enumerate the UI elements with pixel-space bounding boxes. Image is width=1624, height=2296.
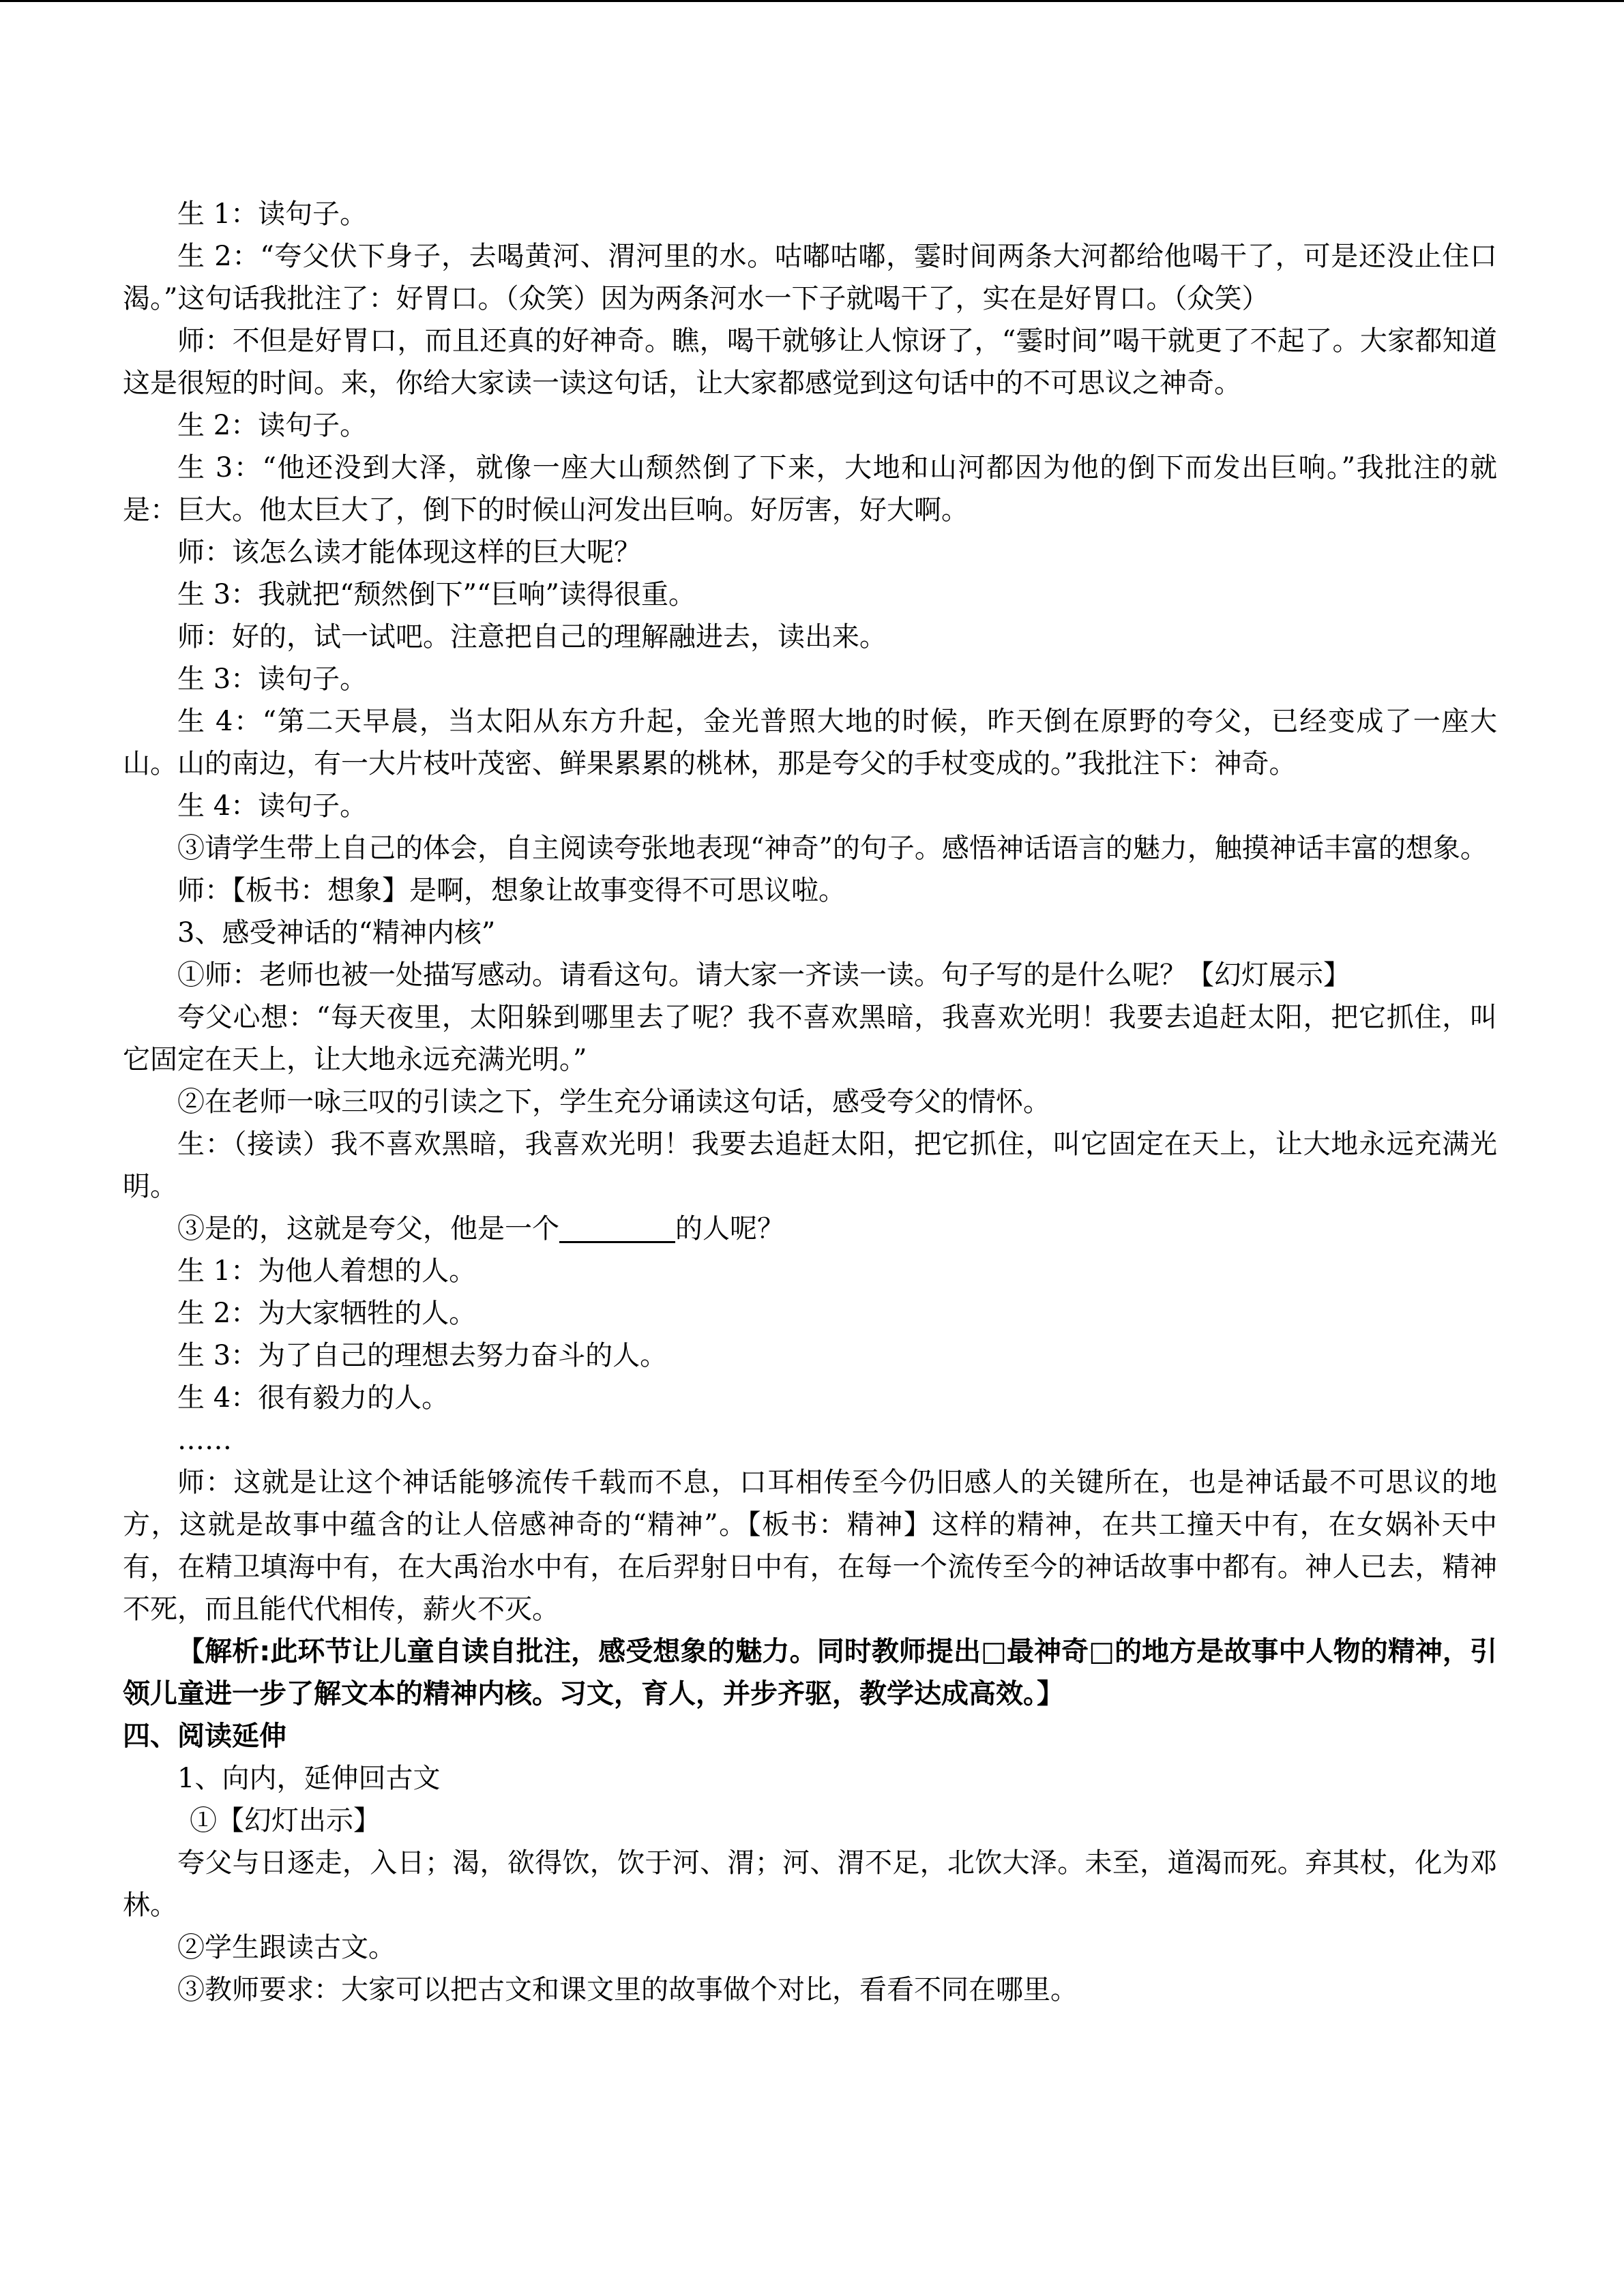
paragraph: 生 4：很有毅力的人。 xyxy=(177,1382,449,1414)
paragraph: 生：（接读）我不喜欢黑暗，我喜欢光明！我要去追赶太阳，把它抓住，叫它固定在天上，让大地永远充满光明。 xyxy=(123,1129,1497,1202)
subsection-heading: 3、感受神话的“精神内核” xyxy=(177,917,496,949)
paragraph: ③教师要求：大家可以把古文和课文里的故事做个对比，看看不同在哪里。 xyxy=(177,1974,1078,2006)
paragraph: 生 2：为大家牺牲的人。 xyxy=(177,1298,477,1329)
paragraph: 生 3：为了自己的理想去努力奋斗的人。 xyxy=(177,1340,668,1371)
paragraph: ②学生跟读古文。 xyxy=(177,1932,396,1963)
blank-question-after: 的人呢？ xyxy=(675,1213,784,1244)
ellipsis: …… xyxy=(177,1425,232,1456)
paragraph: 生 1：读句子。 xyxy=(177,198,368,230)
paragraph: 师：【板书：想象】是啊，想象让故事变得不可思议啦。 xyxy=(177,875,846,906)
paragraph: 生 2：“夸父伏下身子，去喝黄河、渭河里的水。咕嘟咕嘟，霎时间两条大河都给他喝干了，可是还没止住口渴。”这句话我批注了：好胃口。（众笑）因为两条河水一下子就喝干了，实在是好胃口。（众笑） xyxy=(123,241,1497,314)
paragraph: ①师：老师也被一处描写感动。请看这句。请大家一齐读一读。句子写的是什么呢？【幻灯展示】 xyxy=(177,959,1350,991)
paragraph: 生 3：读句子。 xyxy=(177,664,368,695)
paragraph: 生 4：“第二天早晨，当太阳从东方升起，金光普照大地的时候，昨天倒在原野的夸父，已经变成了一座大山。山的南边，有一大片枝叶茂密、鲜果累累的桃林，那是夸父的手杖变成的。”我批注下：神奇。 xyxy=(123,706,1497,779)
paragraph: ③请学生带上自己的体会，自主阅读夸张地表现“神奇”的句子。感悟神话语言的魅力，触摸神话丰富的想象。 xyxy=(177,833,1488,864)
quote-paragraph: 夸父心想：“每天夜里，太阳躲到哪里去了呢？我不喜欢黑暗，我喜欢光明！我要去追赶太阳，把它抓住，叫它固定在天上，让大地永远充满光明。” xyxy=(123,1002,1497,1075)
fill-in-blank-question xyxy=(123,1208,1497,1250)
paragraph: 生 3：“他还没到大泽，就像一座大山颓然倒了下来，大地和山河都因为他的倒下而发出巨响。”我批注的就是：巨大。他太巨大了，倒下的时候山河发出巨响。好厉害，好大啊。 xyxy=(123,452,1497,526)
paragraph: 1、向内，延伸回古文 xyxy=(177,1763,441,1794)
fill-in-blank-line xyxy=(559,1214,675,1243)
paragraph: 生 3：我就把“颓然倒下”“巨响”读得很重。 xyxy=(177,579,696,610)
paragraph: 生 2：读句子。 xyxy=(177,410,368,441)
paragraph: ①【幻灯出示】 xyxy=(190,1805,381,1836)
paragraph: 师：不但是好胃口，而且还真的好神奇。瞧，喝干就够让人惊讶了，“霎时间”喝干就更了不起了。大家都知道这是很短的时间。来，你给大家读一读这句话，让大家都感觉到这句话中的不可思议之神奇。 xyxy=(123,325,1497,399)
ancient-text-paragraph: 夸父与日逐走，入日；渴，欲得饮，饮于河、渭；河、渭不足，北饮大泽。未至，道渴而死。弃其杖，化为邓林。 xyxy=(123,1847,1497,1921)
document-body xyxy=(123,193,1497,2011)
section-heading: 四、阅读延伸 xyxy=(123,1720,286,1752)
paragraph: 生 1：为他人着想的人。 xyxy=(177,1255,477,1287)
blank-question-before: ③是的，这就是夸父，他是一个 xyxy=(177,1213,559,1244)
paragraph: 师：这就是让这个神话能够流传千载而不息，口耳相传至今仍旧感人的关键所在，也是神话最不可思议的地方，这就是故事中蕴含的让人倍感神奇的“精神”。【板书：精神】这样的精神，在共工撞天中有，在女娲补天中有，在精卫填海中有，在大禹治水中有，在后羿射日中有，在每一个流传至今的神话故事中都有。神人已去，精神不死，而且能代代相传，薪火不灭。 xyxy=(123,1467,1497,1625)
paragraph: 师：该怎么读才能体现这样的巨大呢？ xyxy=(177,537,641,568)
paragraph: ②在老师一咏三叹的引读之下，学生充分诵读这句话，感受夸父的情怀。 xyxy=(177,1086,1050,1118)
analysis-note: 【解析:此环节让儿童自读自批注，感受想象的魅力。同时教师提出□最神奇□的地方是故事中人物的精神，引领儿童进一步了解文本的精神内核。习文，育人，并步齐驱，教学达成高效。】 xyxy=(123,1636,1497,1710)
paragraph: 生 4：读句子。 xyxy=(177,790,368,822)
paragraph: 师：好的，试一试吧。注意把自己的理解融进去，读出来。 xyxy=(177,621,887,653)
